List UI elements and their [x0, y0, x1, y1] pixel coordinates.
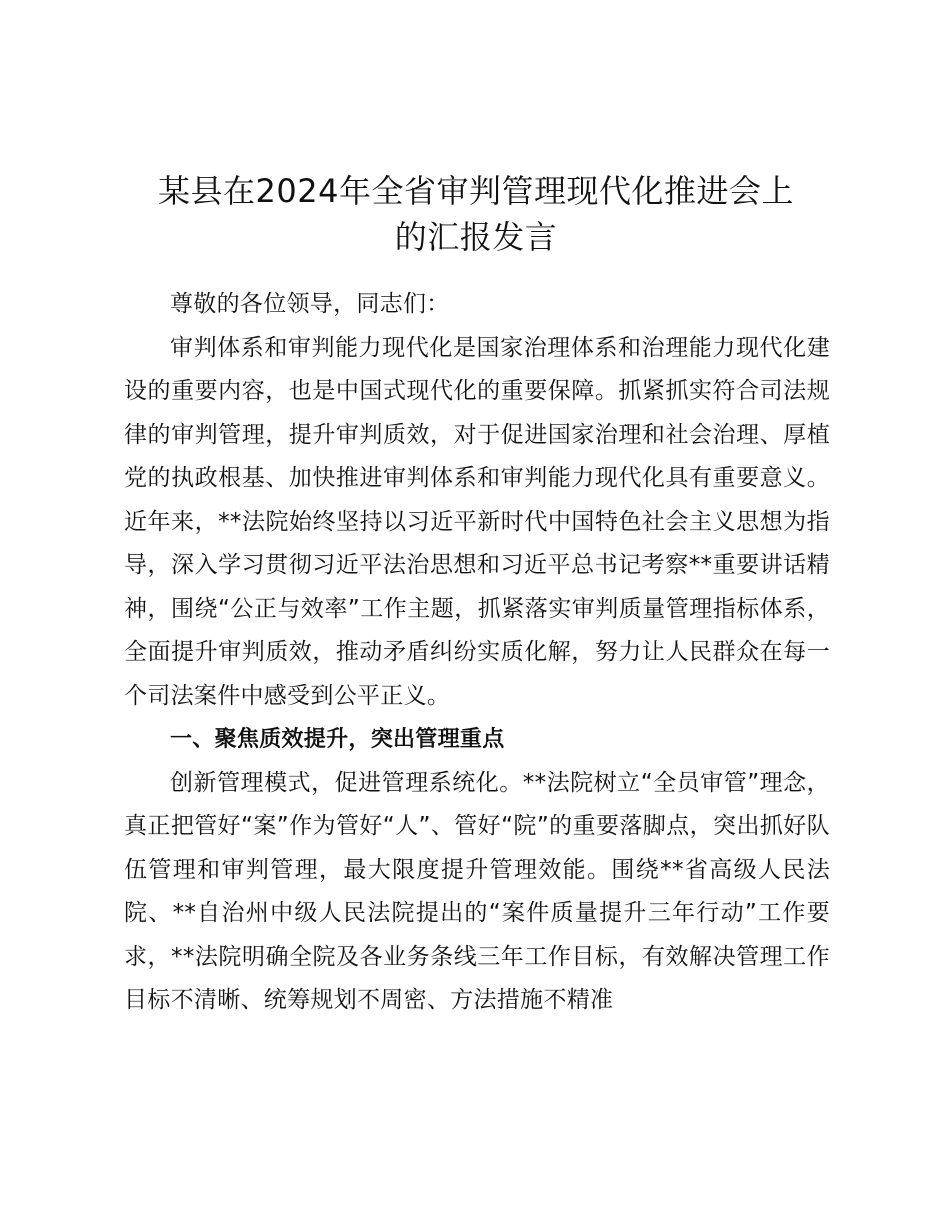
title-line-2: 的汇报发言 [394, 218, 558, 256]
paragraph-intro: 审判体系和审判能力现代化是国家治理体系和治理能力现代化建设的重要内容，也是中国式现代化的重要保障。抓紧抓实符合司法规律的审判管理，提升审判质效，对于促进国家治理和社会治理、厚植党的执政根基、加快推进审判体系和审判能力现代化具有重要意义。近年来，**法院始终坚持以习近平新时代中国特色社会主义思想为指导，深入学习贯彻习近平法治思想和习近平总书记考察**重要讲话精神，围绕“公正与效率”工作主题，抓紧落实审判质量管理指标体系，全面提升审判质效，推动矛盾纠纷实质化解，努力让人民群众在每一个司法案件中感受到公平正义。 [124, 334, 830, 709]
title-line-1: 某县在2024年全省审判管理现代化推进会上 [158, 172, 794, 210]
section-heading-1: 一、聚焦质效提升，突出管理重点 [170, 727, 505, 752]
document-title [120, 168, 832, 260]
paragraph-management-model: 创新管理模式，促进管理系统化。**法院树立“全员审管”理念，真正把管好“案”作为管好“人”、管好“院”的重要落脚点，突出抓好队伍管理和审判管理，最大限度提升管理效能。围绕**省高级人民法院、**自治州中级人民法院提出的“案件质量提升三年行动”工作要求，**法院明确全院及各业务条线三年工作目标，有效解决管理工作目标不清晰、统筹规划不周密、方法措施不精准 [124, 769, 830, 1013]
salutation: 尊敬的各位领导，同志们： [170, 291, 450, 317]
document-body [124, 283, 830, 1023]
